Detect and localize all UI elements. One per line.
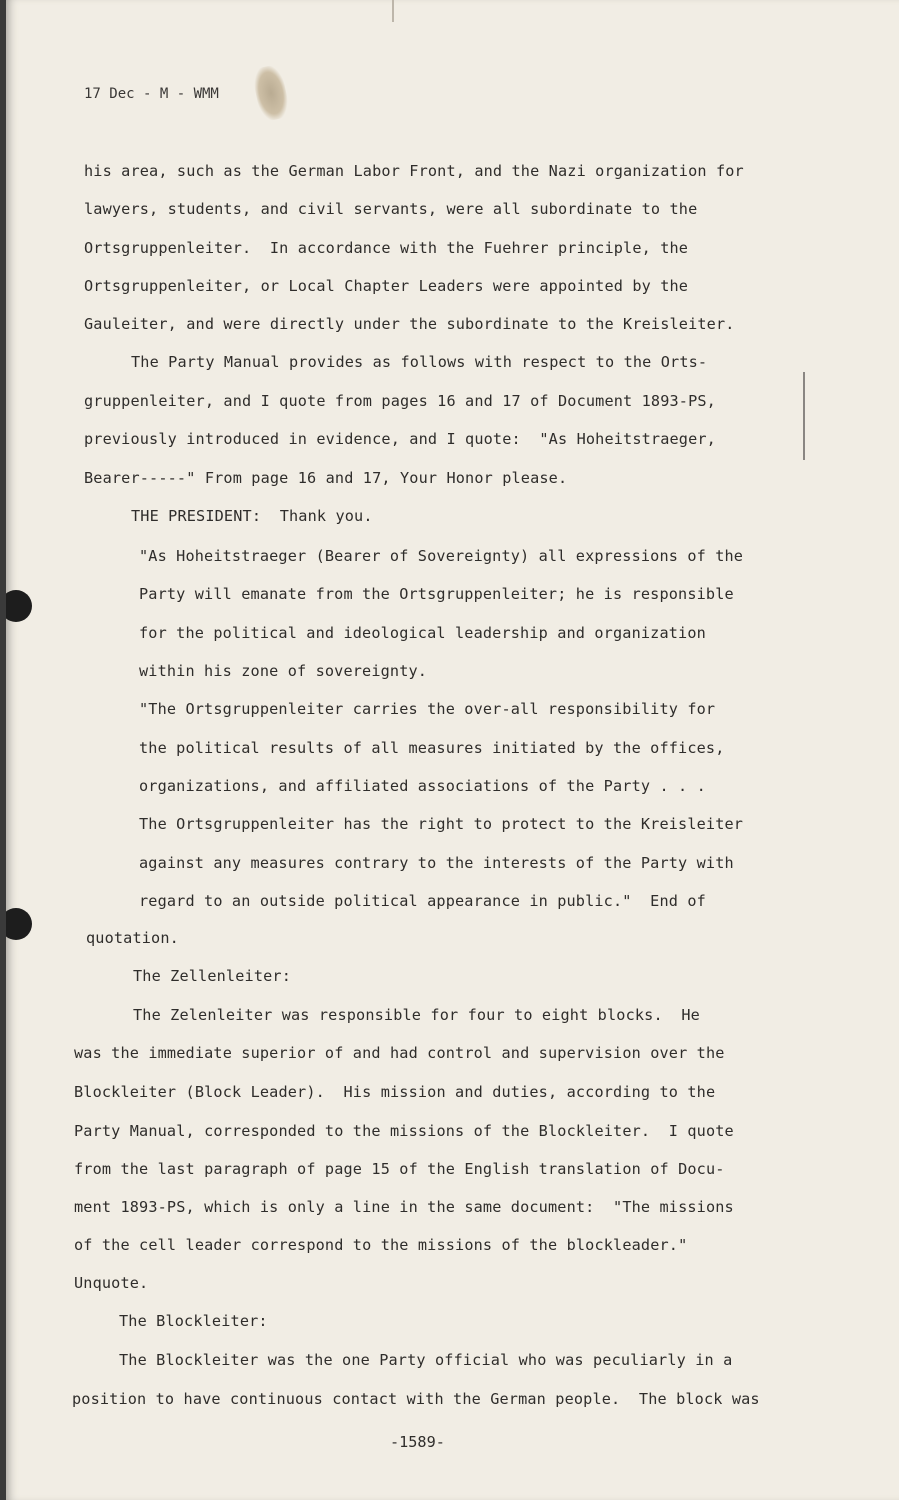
- punch-hole-top: [6, 590, 32, 622]
- text-line: was the immediate superior of and had control and supervision over the: [74, 1044, 725, 1062]
- text-line: regard to an outside political appearance in public." End of: [139, 892, 706, 910]
- text-line: lawyers, students, and civil servants, were all subordinate to the: [84, 200, 698, 218]
- text-line: against any measures contrary to the interests of the Party with: [139, 854, 734, 872]
- text-line: The Blockleiter was the one Party official who was peculiarly in a: [119, 1351, 733, 1369]
- text-line: Party Manual, corresponded to the missions of the Blockleiter. I quote: [74, 1122, 734, 1140]
- text-line: Bearer-----" From page 16 and 17, Your Honor please.: [84, 469, 568, 487]
- text-line: from the last paragraph of page 15 of the English translation of Docu-: [74, 1160, 725, 1178]
- text-line: The Zellenleiter:: [133, 967, 291, 985]
- text-line: within his zone of sovereignty.: [139, 662, 428, 680]
- text-line: Blockleiter (Block Leader). His mission and duties, according to the: [74, 1083, 716, 1101]
- text-line: The Party Manual provides as follows with respect to the Orts-: [131, 353, 708, 371]
- text-line: Party will emanate from the Ortsgruppenleiter; he is responsible: [139, 585, 734, 603]
- text-line: Ortsgruppenleiter, or Local Chapter Leaders were appointed by the: [84, 277, 689, 295]
- text-line: his area, such as the German Labor Front, and the Nazi organization for: [84, 162, 744, 180]
- text-line: Gauleiter, and were directly under the subordinate to the Kreisleiter.: [84, 315, 735, 333]
- text-line: gruppenleiter, and I quote from pages 16 and 17 of Document 1893-PS,: [84, 392, 716, 410]
- margin-line-mark: [803, 372, 805, 460]
- text-line: previously introduced in evidence, and I quote: "As Hoheitstraeger,: [84, 430, 716, 448]
- text-line: The Blockleiter:: [119, 1312, 268, 1330]
- text-line: The Zelenleiter was responsible for four to eight blocks. He: [133, 1006, 700, 1024]
- text-line: of the cell leader correspond to the missions of the blockleader.": [74, 1236, 688, 1254]
- text-line: the political results of all measures initiated by the offices,: [139, 739, 725, 757]
- page-header: 17 Dec - M - WMM: [84, 86, 219, 102]
- page-number: -1589-: [390, 1433, 445, 1451]
- text-line: Unquote.: [74, 1274, 149, 1292]
- text-line: The Ortsgruppenleiter has the right to protect to the Kreisleiter: [139, 815, 744, 833]
- text-line: quotation.: [86, 929, 179, 947]
- text-line: THE PRESIDENT: Thank you.: [131, 507, 373, 525]
- paper-mark: [392, 0, 394, 22]
- document-page: [6, 0, 899, 1500]
- text-line: ment 1893-PS, which is only a line in the same document: "The missions: [74, 1198, 734, 1216]
- text-line: organizations, and affiliated associations of the Party . . .: [139, 777, 706, 795]
- punch-hole-bottom: [6, 908, 32, 940]
- tape-stain: [251, 63, 292, 122]
- text-line: position to have continuous contact with the German people. The block was: [72, 1390, 760, 1408]
- text-line: "As Hoheitstraeger (Bearer of Sovereignty) all expressions of the: [139, 547, 744, 565]
- text-line: "The Ortsgruppenleiter carries the over-all responsibility for: [139, 700, 716, 718]
- text-line: Ortsgruppenleiter. In accordance with the Fuehrer principle, the: [84, 239, 689, 257]
- text-line: for the political and ideological leadership and organization: [139, 624, 706, 642]
